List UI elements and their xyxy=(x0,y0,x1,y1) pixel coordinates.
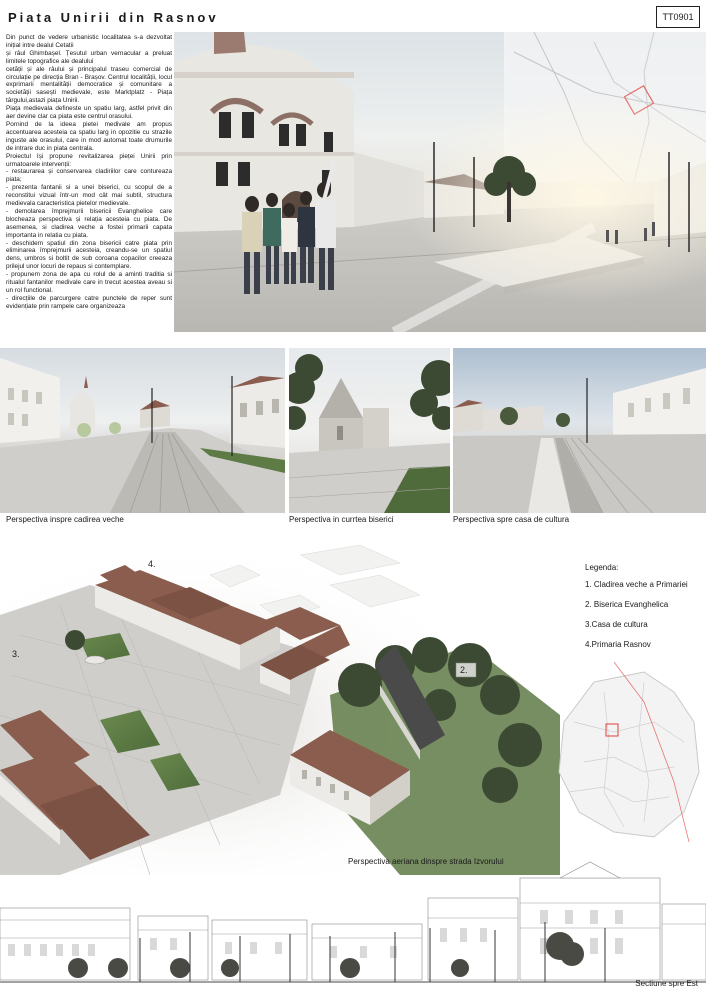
intro-paragraph: cetății și ale râului și principalul traseu comercial de circulație pe direcția Bran - Brașov. Centrul localității, locul exprimarii mentalității democratice și comunitare a societății sasești medievale, este Marktplatz - Piața târgului,astazi piața Unirii. xyxy=(6,65,172,105)
intro-text xyxy=(6,34,172,332)
intro-paragraph: - prezenta fantanii si a unei biserici, cu scopul de a reconstitui vizual într-un mod cât mai subtil, structura medievala caracteristica pietelor medievale. xyxy=(6,184,172,208)
perspective-old-building-illustration xyxy=(0,348,285,513)
legend-item: 3.Casa de cultura xyxy=(585,620,648,629)
perspective-church-yard-caption: Perspectiva in currtea biserici xyxy=(289,515,394,524)
minimap-illustration xyxy=(554,662,702,842)
aerial-perspective xyxy=(0,545,560,875)
aerial-marker-2: 2. xyxy=(460,665,468,675)
aerial-caption: Perspectiva aeriana dinspre strada Izvorului xyxy=(348,857,504,866)
aerial-marker-3: 3. xyxy=(12,649,20,659)
section-illustration xyxy=(0,858,706,990)
intro-paragraph: - propunem zona de apa cu rolul de a aminti traditia si ritualul fantanilor medivale care in trecut acestea aveau si un rol functional. xyxy=(6,271,172,294)
legend xyxy=(585,562,703,659)
intro-paragraph: - direcțiile de parcurgere catre punctele de reper sunt evidențiate prin rampele care organizeaza xyxy=(6,294,172,310)
intro-paragraph: Din punct de vedere urbanistic localitatea s-a dezvoltat inițial intre dealul Cetatii xyxy=(6,34,172,49)
perspective-church-yard-illustration xyxy=(289,348,450,513)
project-code-badge: TT0901 xyxy=(656,6,700,28)
perspective-culture-house xyxy=(453,348,706,513)
legend-title: Legenda: xyxy=(585,563,619,572)
legend-item: 1. Cladirea veche a Primariei xyxy=(585,580,688,589)
perspective-culture-house-illustration xyxy=(453,348,706,513)
aerial-marker-4: 4. xyxy=(148,559,156,569)
perspective-old-building xyxy=(0,348,285,513)
street-section-elevation xyxy=(0,858,706,990)
poster-title: Piata Unirii din Rasnov xyxy=(8,10,219,25)
legend-item: 4.Primaria Rasnov xyxy=(585,640,651,649)
intro-paragraph: - deschidem spatiul din zona bisericii catre piata prin eliminarea împrejmurii acesteia, creandu-se un spatiul dens, umbros si boltit de sub coroana copacilor creeaza prilejul unor locuri de repaus si contemplare. xyxy=(6,239,172,271)
intro-paragraph: - demolarea împrejmurii bisericii Evanghelice care blocheaza perspectiva și relația acesteia cu piata. De asemenea, si cladirea veche a fostei primarii capata importanta in relatia cu piata. xyxy=(6,207,172,239)
intro-paragraph: Pornind de la ideea pietei medivale am propus accentuarea acesteia ca spatiu larg in opozitie cu strazile inguste ale orasului, care in mod automat toate drumurile de intrare duc in piata centrala. xyxy=(6,120,172,152)
location-minimap xyxy=(554,662,702,842)
intro-paragraph: Piața medievala defineste un spatiu larg, astfel privit din aer devine clar ca piata este centrul orasului. xyxy=(6,105,172,121)
legend-item: 2. Biserica Evanghelica xyxy=(585,600,669,609)
perspective-culture-house-caption: Perspectiva spre casa de cultura xyxy=(453,515,570,524)
perspective-old-building-caption: Perspectiva inspre cadirea veche xyxy=(6,515,124,524)
intro-paragraph: și râul Ghimbașel. Țesutul urban vernacular a preluat limitele topografice ale dealului xyxy=(6,49,172,65)
intro-paragraph: - restaurarea și conservarea cladiriilor care contureaza piata; xyxy=(6,168,172,184)
aerial-illustration xyxy=(0,545,560,875)
perspective-church-yard xyxy=(289,348,450,513)
hero-render-illustration xyxy=(174,32,706,332)
intro-paragraph: Proiectul își propune revitalizarea pieței Unirii prin urmatoarele intervenții: xyxy=(6,152,172,168)
section-caption: Sectiune spre Est xyxy=(635,979,698,988)
hero-render-square xyxy=(174,32,706,332)
